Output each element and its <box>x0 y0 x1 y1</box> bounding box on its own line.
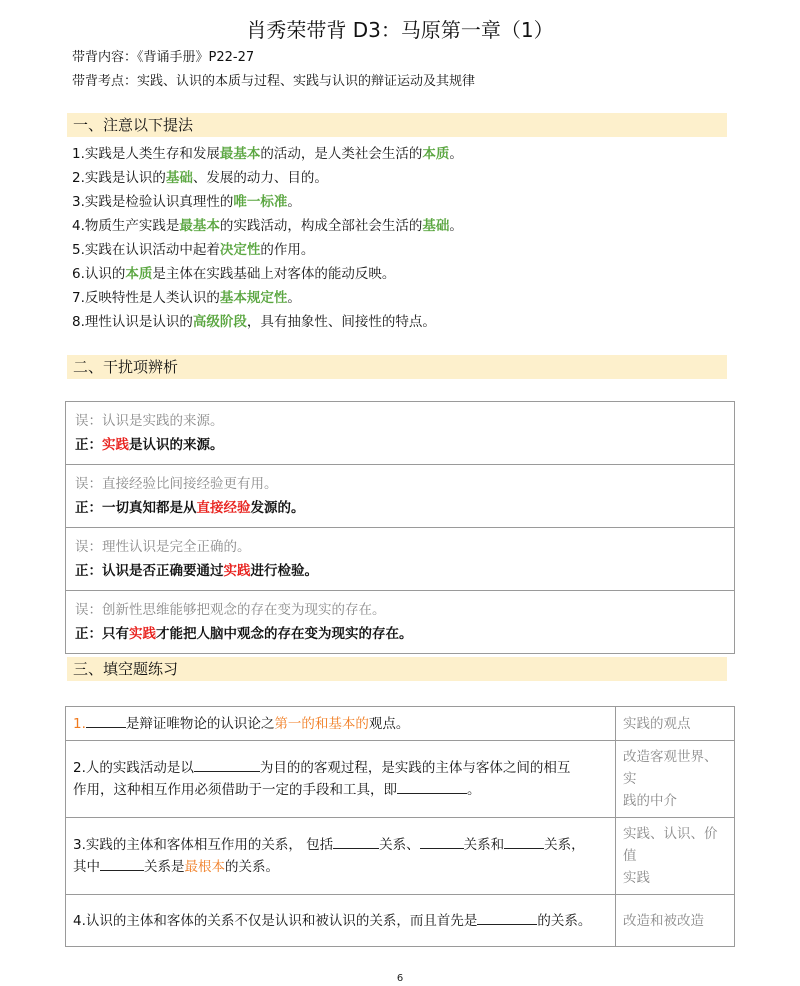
list-item: 1.实践是人类生存和发展最基本的活动，是人类社会生活的本质。 <box>72 146 463 162</box>
answer-3: 实践、认识、价值 实践 <box>616 818 735 895</box>
fill-blank-table <box>65 706 735 947</box>
table-row <box>66 465 735 528</box>
section-2-header: 二、干扰项辨析 <box>67 355 727 379</box>
table-row <box>66 818 735 895</box>
correct-statement: 正：实践是认识的来源。 <box>75 437 224 453</box>
blank-field <box>420 834 464 849</box>
answer-4: 改造和被改造 <box>616 895 735 947</box>
content-label: 带背内容：《背诵手册》P22-27 <box>72 50 255 65</box>
page-title: 肖秀荣带背 D3：马原第一章（1） <box>246 18 554 42</box>
page-number: 6 <box>396 973 404 984</box>
table-row <box>66 528 735 591</box>
table-row <box>66 895 735 947</box>
list-item: 4.物质生产实践是最基本的实践活动，构成全部社会生活的基础。 <box>72 218 463 234</box>
answer-1: 实践的观点 <box>616 707 735 741</box>
list-item: 3.实践是检验认识真理性的唯一标准。 <box>72 194 301 210</box>
blank-field <box>194 757 260 772</box>
blank-field <box>86 713 126 728</box>
table-row <box>66 402 735 465</box>
answer-2: 改造客观世界、实 践的中介 <box>616 741 735 818</box>
correct-statement: 正：只有实践才能把人脑中观念的存在变为现实的存在。 <box>75 626 413 642</box>
table-row <box>66 591 735 654</box>
section-3-header: 三、填空题练习 <box>67 657 727 681</box>
wrong-statement: 误：直接经验比间接经验更有用。 <box>75 476 278 492</box>
list-item: 7.反映特性是人类认识的基本规定性。 <box>72 290 301 306</box>
correct-statement: 正：认识是否正确要通过实践进行检验。 <box>75 563 318 579</box>
list-item: 5.实践在认识活动中起着决定性的作用。 <box>72 242 315 258</box>
list-item: 2.实践是认识的基础、发展的动力、目的。 <box>72 170 328 186</box>
wrong-statement: 误：创新性思维能够把观念的存在变为现实的存在。 <box>75 602 386 618</box>
wrong-statement: 误：理性认识是完全正确的。 <box>75 539 251 555</box>
correct-statement: 正：一切真知都是从直接经验发源的。 <box>75 500 305 516</box>
distractor-table <box>65 401 735 654</box>
blank-field <box>477 910 537 925</box>
wrong-statement: 误：认识是实践的来源。 <box>75 413 224 429</box>
table-row <box>66 741 735 818</box>
question-3: 3.实践的主体和客体相互作用的关系， 包括 关系、 关系和 关系， 其中 关系是最根本的关系。 <box>66 818 616 895</box>
blank-field <box>504 834 544 849</box>
points-label: 带背考点：实践、认识的本质与过程、实践与认识的辩证运动及其规律 <box>72 74 476 89</box>
question-2: 2.人的实践活动是以 为目的的客观过程，是实践的主体与客体之间的相互 作用，这种相互作用必须借助于一定的手段和工具，即 。 <box>66 741 616 818</box>
list-item: 8.理性认识是认识的高级阶段，具有抽象性、间接性的特点。 <box>72 314 436 330</box>
blank-field <box>100 856 144 871</box>
list-item: 6.认识的本质是主体在实践基础上对客体的能动反映。 <box>72 266 396 282</box>
blank-field <box>333 834 379 849</box>
question-4: 4.认识的主体和客体的关系不仅是认识和被认识的关系，而且首先是 的关系。 <box>66 895 616 947</box>
section-1-header: 一、注意以下提法 <box>67 113 727 137</box>
table-row <box>66 707 735 741</box>
question-1: 1. 是辩证唯物论的认识论之第一的和基本的观点。 <box>66 707 616 741</box>
blank-field <box>397 779 467 794</box>
